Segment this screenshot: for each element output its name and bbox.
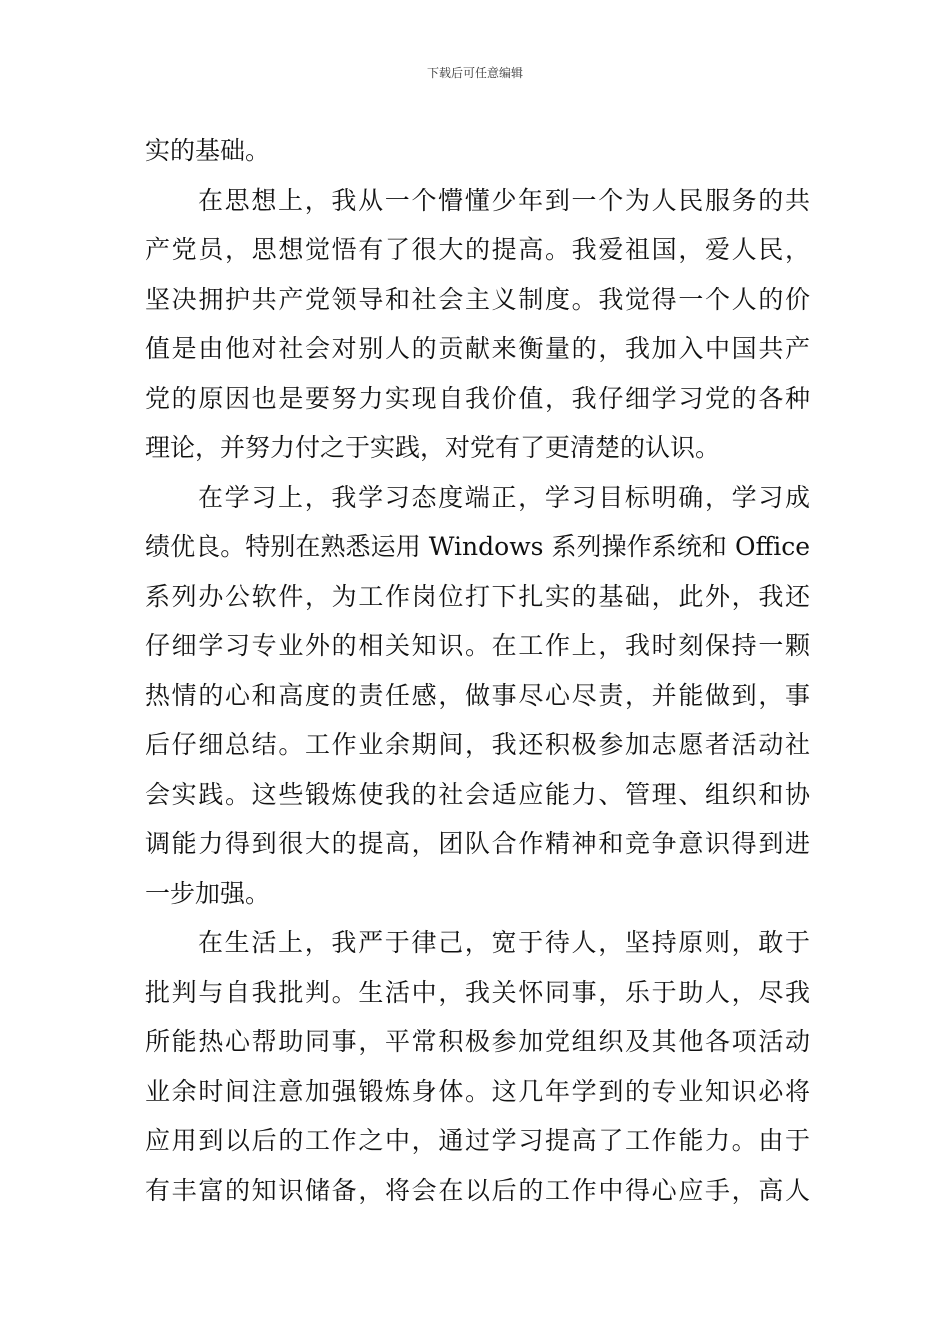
text-line: 会实践。这些锻炼使我的社会适应能力、管理、组织和协 [145, 779, 810, 809]
text-line: 绩优良。特别在熟悉运用 Windows 系列操作系统和 Office [145, 532, 810, 561]
text-line: 应用到以后的工作之中，通过学习提高了工作能力。由于 [145, 1126, 810, 1155]
paragraph-start-line: 在思想上，我从一个懵懂少年到一个为人民服务的共 [198, 185, 810, 215]
text-line: 热情的心和高度的责任感，做事尽心尽责，并能做到，事 [145, 680, 810, 710]
text-line: 系列办公软件，为工作岗位打下扎实的基础，此外，我还 [145, 581, 810, 611]
text-line: 批判与自我批判。生活中，我关怀同事，乐于助人，尽我 [145, 977, 810, 1007]
text-line: 仔细学习专业外的相关知识。在工作上，我时刻保持一颗 [145, 631, 810, 660]
text-line: 一步加强。 [145, 878, 271, 908]
text-line: 值是由他对社会对别人的贡献来衡量的，我加入中国共产 [145, 334, 810, 363]
text-line: 坚决拥护共产党领导和社会主义制度。我觉得一个人的价 [145, 284, 810, 314]
text-line: 所能热心帮助同事，平常积极参加党组织及其他各项活动 [145, 1027, 810, 1056]
text-line: 实的基础。 [145, 136, 271, 165]
text-line: 后仔细总结。工作业余期间，我还积极参加志愿者活动社 [145, 730, 810, 759]
paragraph-start-line: 在学习上，我学习态度端正，学习目标明确，学习成 [198, 482, 810, 512]
text-line: 产党员，思想觉悟有了很大的提高。我爱祖国，爱人民， [145, 235, 810, 264]
text-line: 党的原因也是要努力实现自我价值，我仔细学习党的各种 [145, 383, 810, 413]
text-line: 理论，并努力付之于实践，对党有了更清楚的认识。 [145, 433, 721, 462]
page-header: 下载后可任意编辑 [426, 66, 523, 80]
text-line: 有丰富的知识储备，将会在以后的工作中得心应手，高人 [145, 1175, 810, 1205]
text-line: 业余时间注意加强锻炼身体。这几年学到的专业知识必将 [145, 1076, 810, 1106]
document-body [145, 126, 810, 1215]
text-line: 调能力得到很大的提高，团队合作精神和竞争意识得到进 [145, 829, 810, 858]
paragraph-start-line: 在生活上，我严于律己，宽于待人，坚持原则，敢于 [198, 928, 810, 957]
